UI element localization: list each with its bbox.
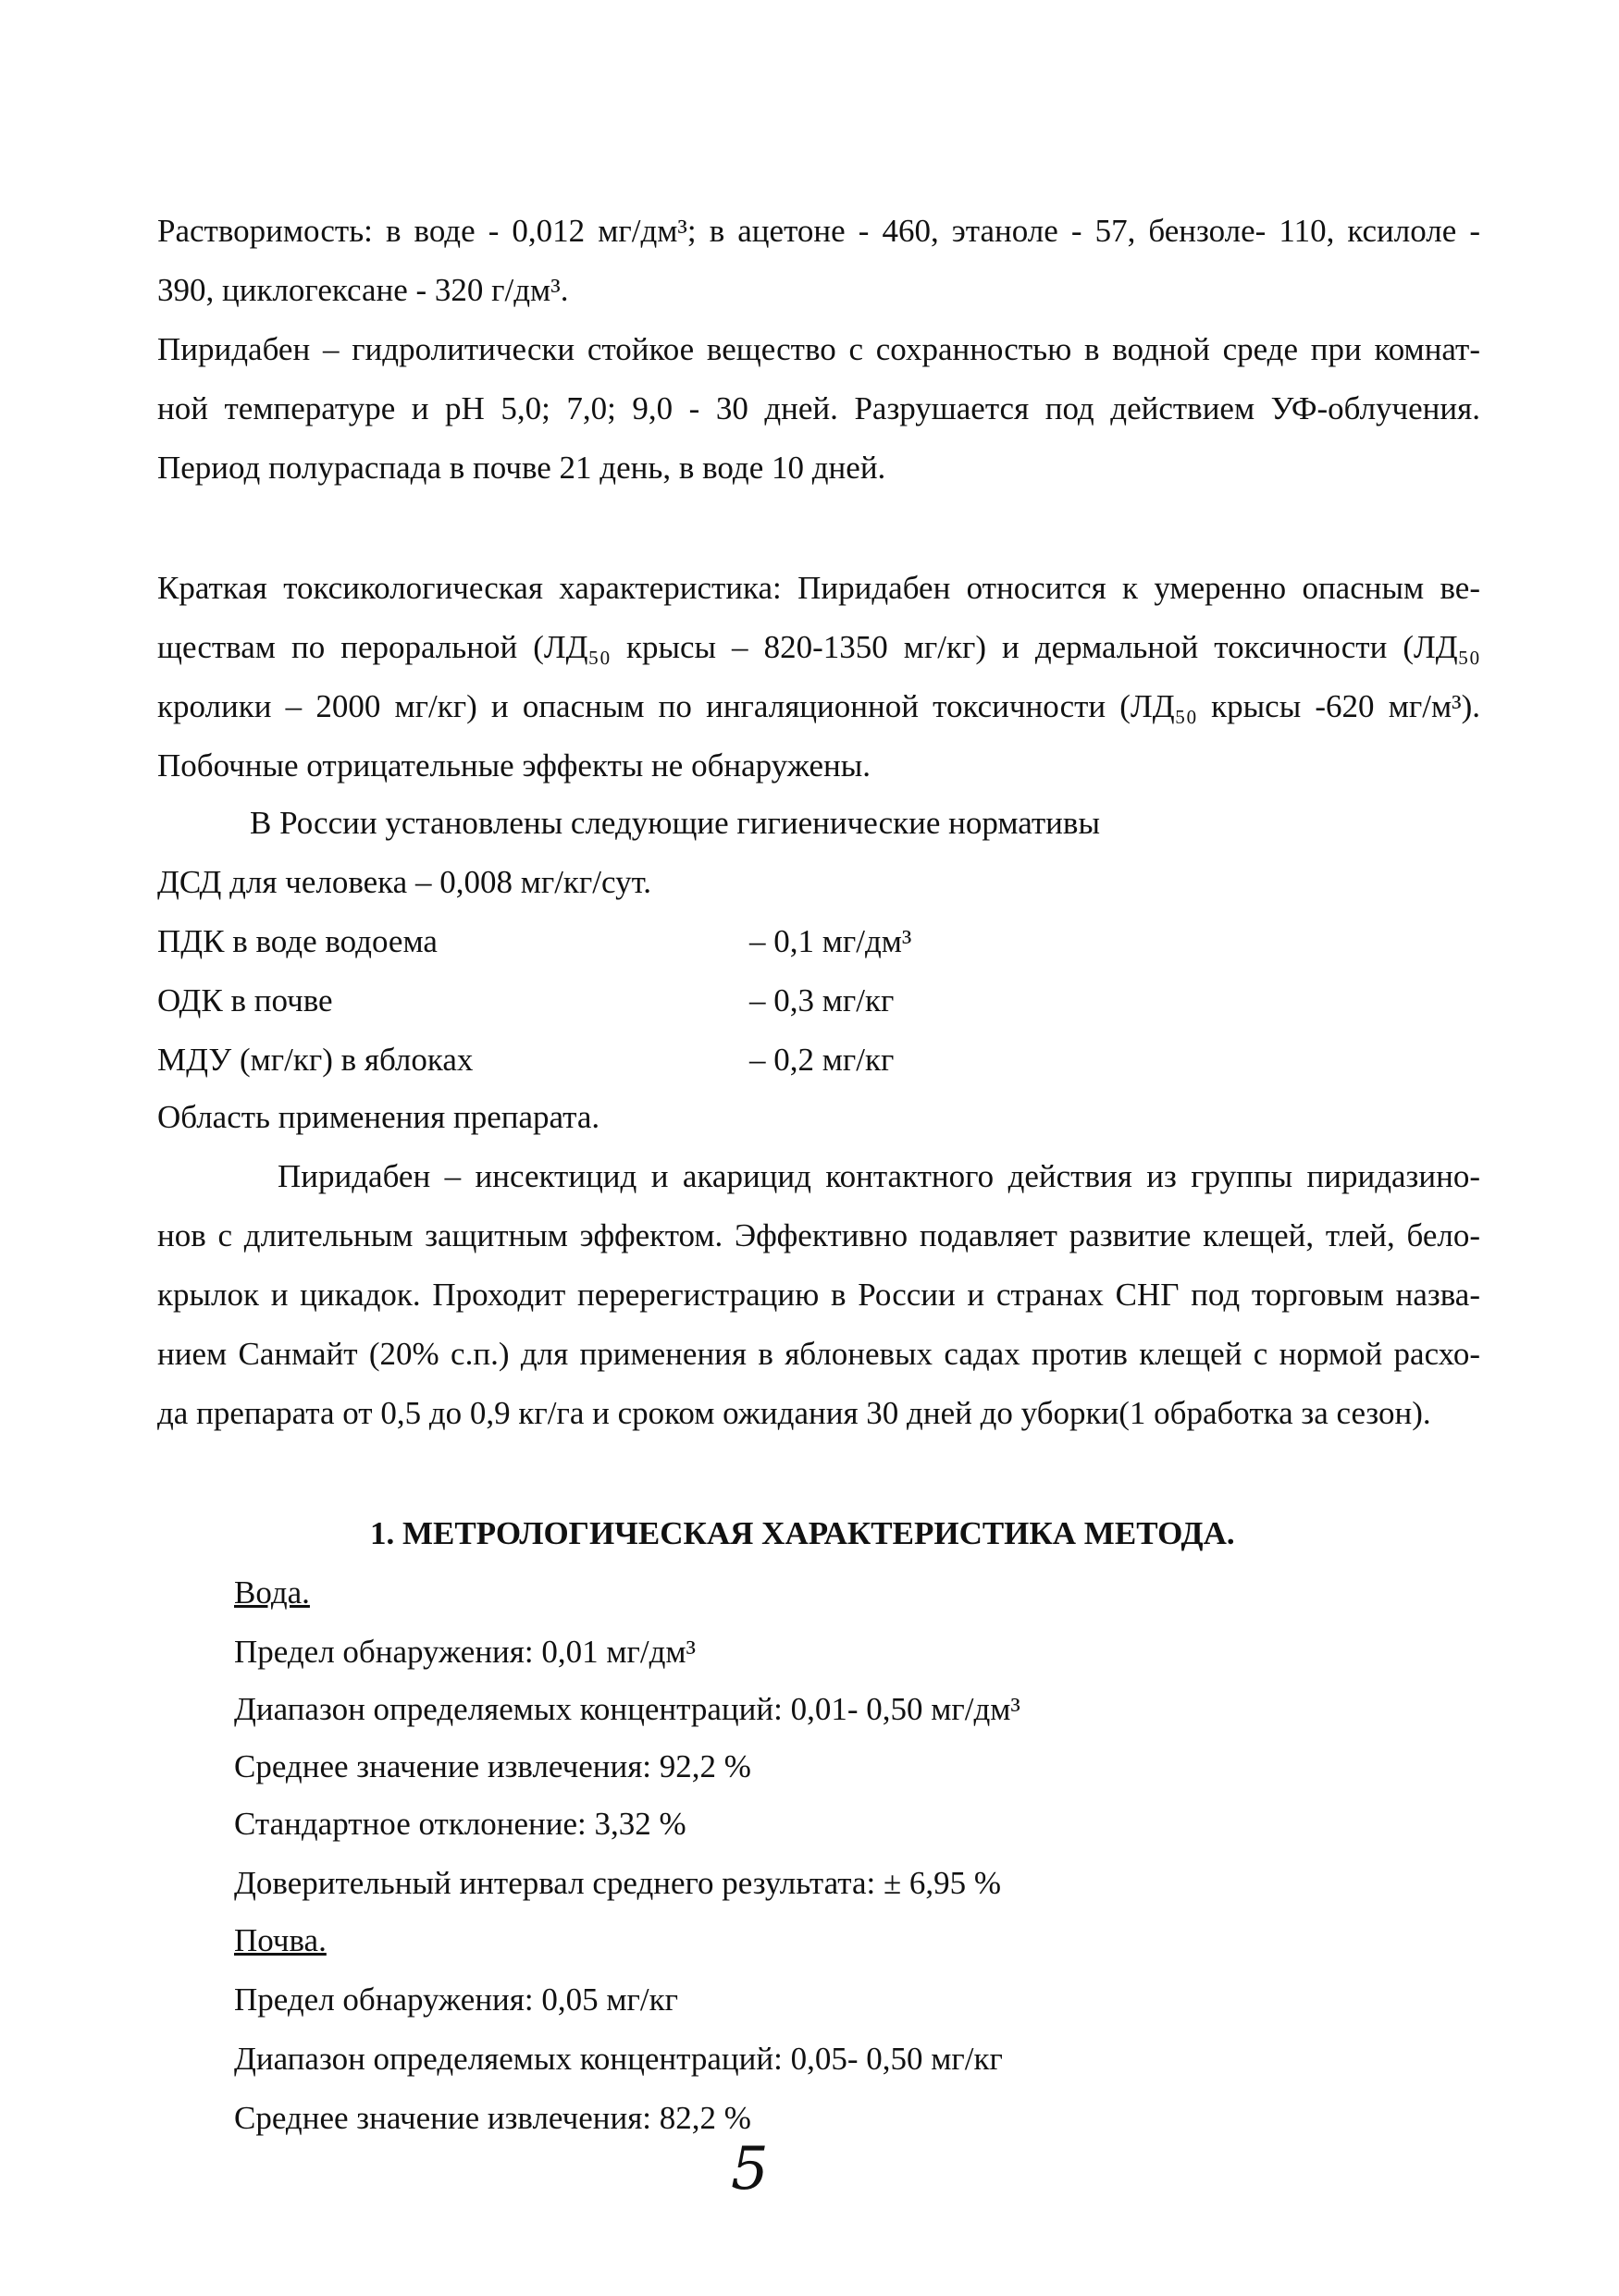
application-title: Область применения препарата. [157,1099,600,1135]
application-line-3: крылок и цикадок. Проходит перерегистрацию в России и странах СНГ под торговым назва- [157,1277,1480,1313]
norm-row-mdu [157,1040,1267,1080]
stability-line-3: Период полураспада в почве 21 день, в воде 10 дней. [157,450,886,486]
water-range: Диапазон определяемых концентраций: 0,01- 0,50 мг/дм³ [234,1691,1020,1727]
toxicology-line-3: кролики – 2000 мг/кг) и опасным по ингаляционной токсичности (ЛД₅₀ крысы -620 мг/м³). [157,688,1480,724]
application-line-5: да препарата от 0,5 до 0,9 кг/га и сроком ожидания 30 дней до уборки(1 обработка за сезон). [157,1395,1431,1431]
application-line-1: Пиридабен – инсектицид и акарицид контактного действия из группы пиридазино- [278,1158,1480,1194]
water-title: Вода. [234,1574,310,1611]
stability-line-1: Пиридабен – гидролитически стойкое вещество с сохранностью в водной среде при комнат- [157,331,1480,367]
stability-line-2: ной температуре и pH 5,0; 7,0; 9,0 - 30 дней. Разрушается под действием УФ-облучения. [157,390,1480,426]
norm-value: – 0,2 мг/кг [749,1042,895,1078]
application-line-2: нов с длительным защитным эффектом. Эффективно подавляет развитие клещей, тлей, бело- [157,1217,1480,1253]
norms-dsd: ДСД для человека – 0,008 мг/кг/сут. [157,864,651,900]
soil-recovery: Среднее значение извлечения: 82,2 % [234,2100,751,2136]
application-line-4: нием Санмайт (20% с.п.) для применения в яблоневых садах против клещей с нормой расхо- [157,1336,1480,1372]
norm-value: – 0,3 мг/кг [749,982,895,1018]
section-heading: 1. МЕТРОЛОГИЧЕСКАЯ ХАРАКТЕРИСТИКА МЕТОДА. [370,1515,1235,1551]
norms-intro: В России установлены следующие гигиенические нормативы [250,805,1100,841]
water-detection-limit: Предел обнаружения: 0,01 мг/дм³ [234,1634,697,1670]
toxicology-line-4: Побочные отрицательные эффекты не обнаружены. [157,747,871,784]
soil-title: Почва. [234,1922,327,1958]
norm-row-odk [157,981,1267,1021]
solubility-line-2: 390, циклогексане - 320 г/дм³. [157,272,569,308]
solubility-line-1: Растворимость: в воде - 0,012 мг/дм³; в ацетоне - 460, этаноле - 57, бензоле- 110, ксилоле - [157,213,1480,249]
water-std-dev: Стандартное отклонение: 3,32 % [234,1806,686,1842]
toxicology-line-1: Краткая токсикологическая характеристика: Пиридабен относится к умеренно опасным ве- [157,570,1480,606]
toxicology-line-2: ществам по пероральной (ЛД₅₀ крысы – 820-1350 мг/кг) и дермальной токсичности (ЛД₅₀ [157,629,1480,665]
page-number: 5 [731,2135,769,2203]
soil-range: Диапазон определяемых концентраций: 0,05- 0,50 мг/кг [234,2041,1003,2077]
norm-label: МДУ (мг/кг) в яблоках [157,1042,474,1078]
soil-detection-limit: Предел обнаружения: 0,05 мг/кг [234,1981,678,2018]
norm-row-pdk [157,921,1267,962]
water-confidence: Доверительный интервал среднего результата: ± 6,95 % [234,1865,1002,1901]
norm-value: – 0,1 мг/дм³ [749,923,912,959]
norm-label: ПДК в воде водоема [157,923,438,959]
water-recovery: Среднее значение извлечения: 92,2 % [234,1748,751,1784]
norm-label: ОДК в почве [157,982,333,1018]
